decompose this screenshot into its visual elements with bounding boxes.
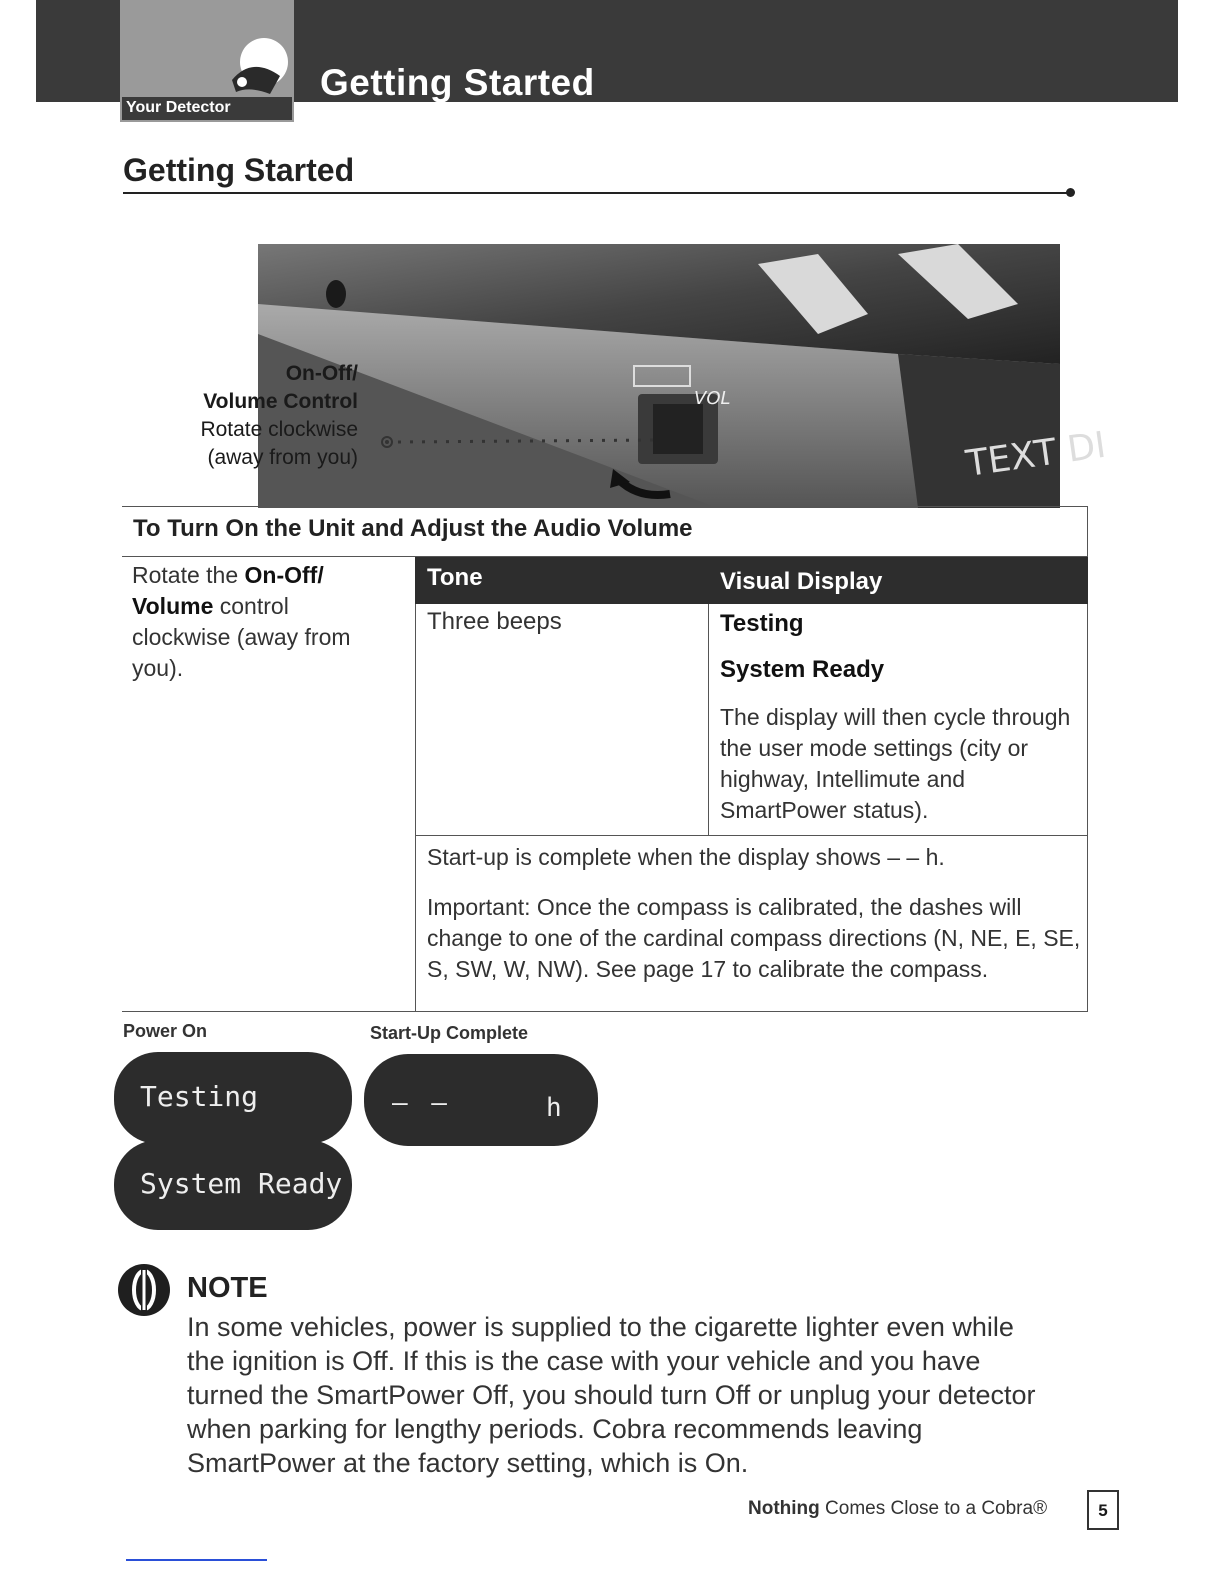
- display-testing-text: Testing: [140, 1080, 259, 1113]
- section-tab-label: Your Detector: [122, 97, 292, 120]
- visual-testing: Testing: [720, 610, 804, 637]
- callout-line3: Rotate clockwise: [200, 418, 358, 441]
- note-title: NOTE: [187, 1272, 268, 1304]
- note-icon: [116, 1262, 172, 1318]
- callout-line2: Volume Control: [203, 390, 358, 413]
- footer-link-underline[interactable]: [126, 1559, 267, 1561]
- step-bold1: On-Off/: [244, 562, 324, 588]
- startup-complete-text: Start-up is complete when the display shows – – h.: [427, 844, 945, 870]
- footer-tagline: [748, 1498, 1047, 1520]
- header-title: Getting Started: [320, 62, 595, 103]
- step-part1: Rotate the: [132, 562, 245, 588]
- column-divider: [708, 604, 709, 836]
- display-ready-text: System Ready: [140, 1167, 343, 1200]
- instruction-heading: To Turn On the Unit and Adjust the Audio Volume: [133, 515, 693, 542]
- display-h: h: [546, 1093, 562, 1123]
- callout-leader-line: [380, 432, 660, 452]
- instruction-step: [132, 560, 382, 684]
- callout-line1: On-Off/: [285, 362, 358, 385]
- visual-cycle-text: The display will then cycle through the user mode settings (city or highway, Intellimute and SmartPower status).: [720, 704, 1071, 823]
- visual-display-column-header: Visual Display: [720, 568, 883, 595]
- step-bold2: Volume: [132, 593, 214, 619]
- footer-tagline-rest: Comes Close to a Cobra®: [819, 1498, 1048, 1519]
- tone-value: Three beeps: [427, 608, 562, 635]
- startup-complete-label: Start-Up Complete: [370, 1023, 529, 1043]
- title-rule-dot: [1066, 188, 1075, 197]
- power-on-label: Power On: [123, 1021, 208, 1041]
- title-rule: [123, 192, 1071, 194]
- visual-system-ready: System Ready: [720, 656, 885, 683]
- step-part2: control clockwise (away from you).: [132, 593, 351, 681]
- volume-callout: [150, 360, 358, 472]
- page-title: Getting Started: [123, 152, 355, 188]
- footer-tagline-bold: Nothing: [748, 1498, 820, 1519]
- note-body: In some vehicles, power is supplied to the cigarette lighter even while the ignition is Off. If this is the case with your vehicle and you have turned the SmartPower Off, you should turn Off or unplug your detector when parking for lengthy periods. Cobra recommends leaving SmartPower at the factory setting, which is On.: [187, 1312, 1036, 1478]
- callout-line4: (away from you): [207, 446, 358, 469]
- important-text: Important: Once the compass is calibrated, the dashes will change to one of the cardinal compass directions (N, NE, E, SE, S, SW, W, NW). See page 17 to calibrate the compass.: [427, 894, 1081, 982]
- radar-detector-icon: [222, 36, 292, 98]
- page-number: 5: [1087, 1490, 1119, 1530]
- device-text-label: TEXT DI: [963, 424, 1109, 485]
- row-divider: [415, 835, 1088, 836]
- detector-device-image: [258, 244, 1109, 508]
- display-dashes: – –: [392, 1088, 451, 1118]
- device-vol-label: VOL: [694, 388, 731, 409]
- tone-column-header: Tone: [427, 564, 483, 591]
